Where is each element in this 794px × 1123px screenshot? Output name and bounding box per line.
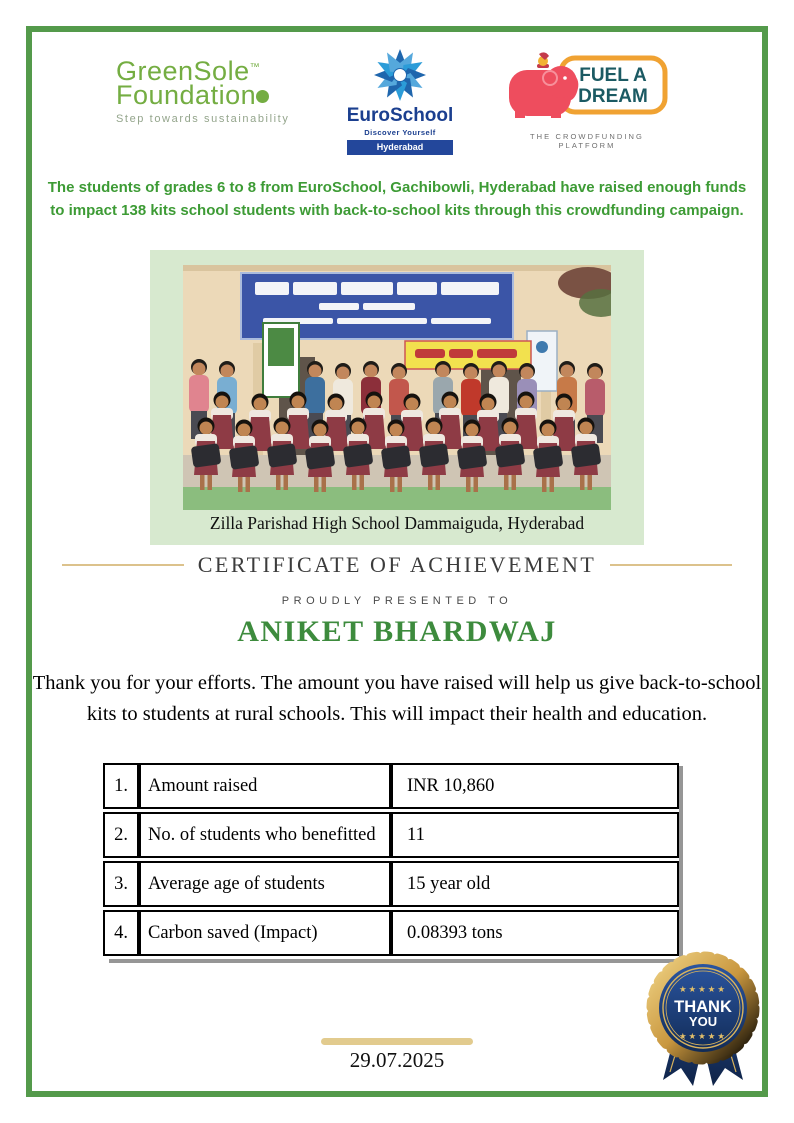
row-label: No. of students who benefitted [139,812,391,858]
row-value: INR 10,860 [391,763,679,809]
row-number: 3. [103,861,139,907]
school-photo-block [150,250,644,545]
greensole-sole-icon [256,90,269,103]
row-value: 11 [391,812,679,858]
campaign-intro-text: The students of grades 6 to 8 from EuroSchool, Gachibowli, Hyderabad have raised enough funds to impact 138 kits school students with back-to-school kits through this crowdfunding campaign. [47,179,747,220]
row-number: 1. [103,763,139,809]
logo-row [0,48,794,152]
table-row [103,812,679,858]
thank-word: THANK [674,998,732,1016]
stars-top: ★★★★★ [678,985,728,995]
table-row [103,763,679,809]
school-group-photo [183,265,611,510]
row-number: 4. [103,910,139,956]
recipient-name: ANIKET BHARDWAJ [237,615,557,648]
certificate-title: CERTIFICATE OF ACHIEVEMENT [197,552,597,577]
fuel-a-word: FUEL A [579,65,647,86]
gold-divider-right [610,564,732,566]
euroschool-logo [341,48,459,155]
gold-divider-left [62,564,184,566]
euroschool-subtitle: Discover Yourself [364,128,436,137]
stars-bottom: ★★★★★ [678,1032,728,1042]
fuel-a-dream-tagline: THE CROWDFUNDING PLATFORM [529,132,644,150]
row-number: 2. [103,812,139,858]
table-row [103,910,679,956]
row-label: Carbon saved (Impact) [139,910,391,956]
certificate-date: 29.07.2025 [349,1048,445,1072]
trademark-symbol: ™ [249,62,261,73]
thank-you-badge [637,946,769,1109]
gold-date-bar [321,1038,473,1045]
you-word: YOU [688,1014,718,1029]
euroschool-city-banner: Hyderabad [347,140,453,155]
dream-word: DREAM [578,86,648,107]
presented-label: PROUDLY PRESENTED TO [281,595,513,607]
impact-stats-table [103,760,679,959]
euroschool-starburst-icon [341,48,459,102]
certificate-title-row [0,552,794,578]
row-value: 15 year old [391,861,679,907]
fuel-a-dream-logo [503,52,671,150]
thank-you-rosette-icon [637,946,769,1104]
table-row [103,861,679,907]
euroschool-title: EuroSchool [346,105,454,126]
row-label: Average age of students [139,861,391,907]
greensole-tagline: Step towards sustainability [116,113,290,125]
row-label: Amount raised [139,763,391,809]
greensole-name: GreenSole™ [116,56,261,86]
fuel-a-dream-graphic [503,52,671,124]
greensole-foundation-word: Foundation [116,80,289,111]
thank-you-message: Thank you for your efforts. The amount you have raised will help us give back-to-school kits to students at rural schools. This will impact their health and education. [32,672,762,725]
row-value: 0.08393 tons [391,910,679,956]
photo-caption: Zilla Parishad High School Dammaiguda, Hyderabad [209,513,585,533]
greensole-foundation-logo [116,56,289,125]
